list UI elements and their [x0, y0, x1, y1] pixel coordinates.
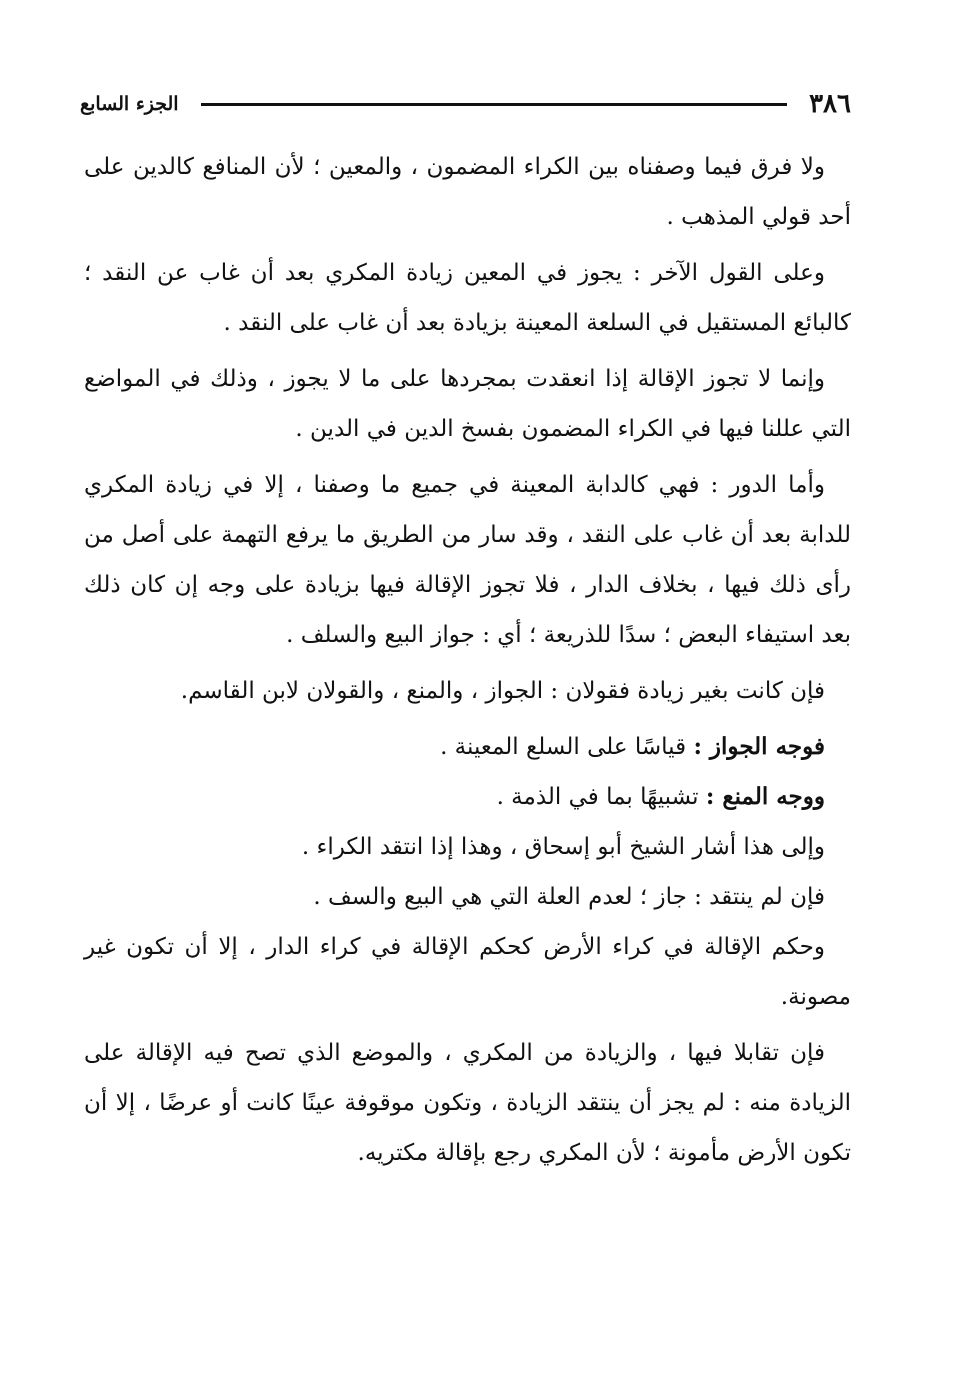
- volume-title: الجزء السابع: [80, 93, 179, 115]
- paragraph-text: قياسًا على السلع المعينة .: [440, 734, 694, 760]
- paragraph: فإن لم ينتقد : جاز ؛ لعدم العلة التي هي البيع والسف .: [313, 884, 825, 910]
- paragraph-text: تشبيهًا بما في الذمة .: [496, 784, 706, 810]
- paragraph-lead: ووجه المنع :: [705, 783, 825, 810]
- paragraph: وإنما لا تجوز الإقالة إذا انعقدت بمجردها على ما لا يجوز ، وذلك في المواضع التي عللنا فيها في الكراء المضمون بفسخ الدين في الدين .: [84, 366, 851, 442]
- paragraph: [84, 772, 851, 822]
- page-number: ٣٨٦: [809, 89, 851, 119]
- paragraph: وعلى القول الآخر : يجوز في المعين زيادة المكري بعد أن غاب عن النقد ؛كالبائع المستقيل في السلعة المعينة بزيادة بعد أن غاب على النقد .: [84, 260, 851, 336]
- paragraph: [84, 722, 851, 772]
- paragraph: وحكم الإقالة في كراء الأرض كحكم الإقالة في كراء الدار ، إلا أن تكون غير مصونة.: [84, 934, 851, 1010]
- page-header: [80, 84, 851, 124]
- paragraph: فإن تقابلا فيها ، والزيادة من المكري ، والموضع الذي تصح فيه الإقالة على الزيادة منه : لم يجز أن ينتقد الزيادة ، وتكون موقوفة عينًا كانت أو عرضًا ، إلا أن تكون الأرض مأمونة ؛ لأن المكري رجع بإقالة مكتريه.: [84, 1040, 851, 1166]
- body-text: [84, 142, 851, 1184]
- paragraph: فإن كانت بغير زيادة فقولان : الجواز ، والمنع ، والقولان لابن القاسم.: [180, 678, 825, 704]
- paragraph: وأما الدور : فهي كالدابة المعينة في جميع ما وصفنا ، إلا في زيادة المكري للدابة بعد أن غاب على النقد ، وقد سار من الطريق ما يرفع التهمة على أصل من رأى ذلك فيها ، بخلاف الدار ، فلا تجوز الإقالة فيها بزيادة على وجه إن كان ذلك بعد استيفاء البعض ؛ سدًا للذريعة ؛ أي : جواز البيع والسلف .: [84, 472, 851, 648]
- header-rule: [201, 103, 788, 106]
- paragraph: وإلى هذا أشار الشيخ أبو إسحاق ، وهذا إذا انتقد الكراء .: [301, 834, 825, 860]
- paragraph: ولا فرق فيما وصفناه بين الكراء المضمون ، والمعين ؛ لأن المنافع كالدين على أحد قولي المذهب .: [84, 154, 851, 230]
- paragraph-lead: فوجه الجواز :: [693, 733, 825, 760]
